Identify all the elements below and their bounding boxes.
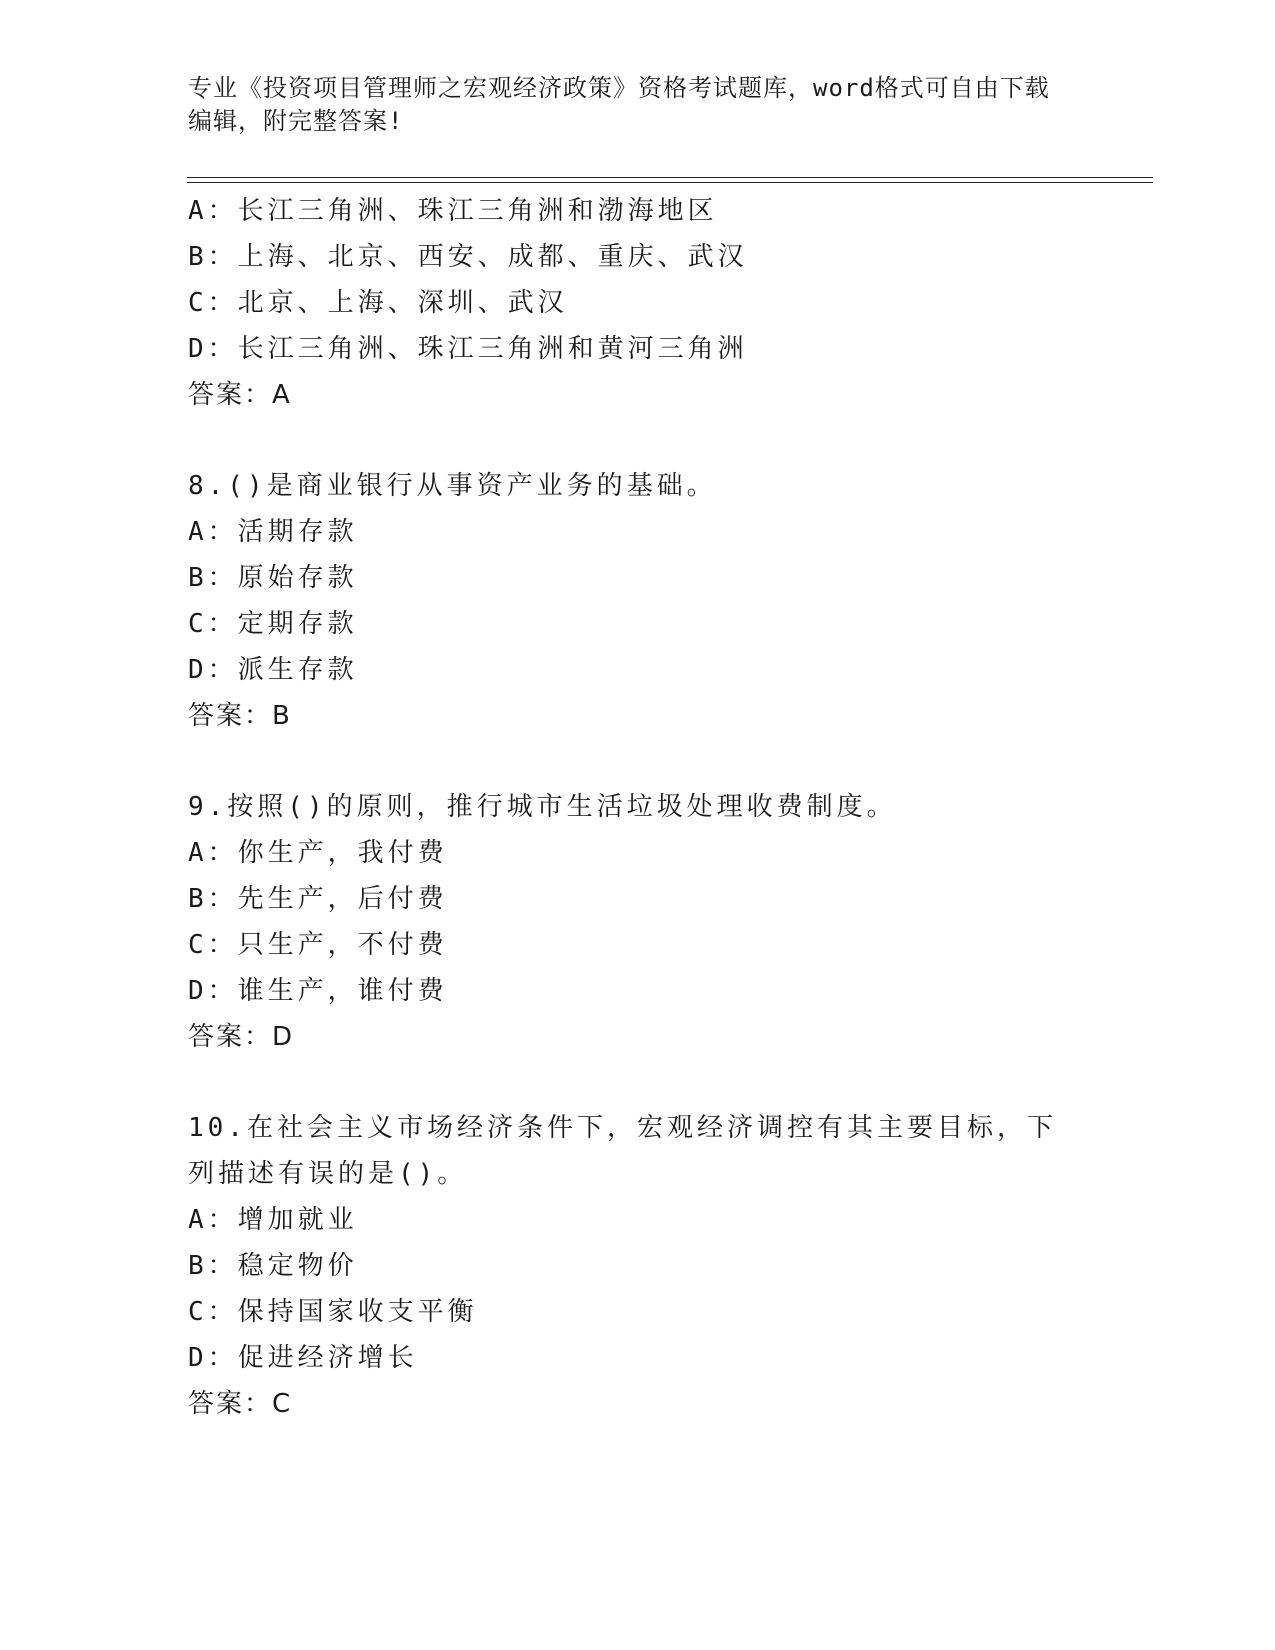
option-c: C：保持国家收支平衡 (188, 1297, 478, 1327)
option-d: D：谁生产，谁付费 (188, 976, 448, 1006)
option-a: A：增加就业 (188, 1205, 358, 1235)
option-d: D：促进经济增长 (188, 1343, 418, 1373)
option-b: B：稳定物价 (188, 1251, 358, 1281)
answer-line: 答案：D (188, 1022, 295, 1052)
option-a: A：你生产，我付费 (188, 838, 448, 868)
answer-line: 答案：A (188, 380, 292, 410)
question-10 (188, 1105, 1088, 1427)
question-text: 8.()是商业银行从事资产业务的基础。 (188, 471, 717, 501)
option-c: C：定期存款 (188, 609, 358, 639)
header-divider-top (187, 177, 1153, 178)
option-c: C：北京、上海、深圳、武汉 (188, 288, 568, 318)
option-b: B：上海、北京、西安、成都、重庆、武汉 (188, 242, 748, 272)
option-d: D：派生存款 (188, 655, 358, 685)
answer-line: 答案：C (188, 1389, 293, 1419)
question-text: 9.按照()的原则，推行城市生活垃圾处理收费制度。 (188, 792, 897, 822)
question-7 (188, 188, 1088, 418)
option-a: A：活期存款 (188, 517, 358, 547)
question-8 (188, 463, 1088, 739)
option-a: A：长江三角洲、珠江三角洲和渤海地区 (188, 196, 718, 226)
question-text: 10.在社会主义市场经济条件下，宏观经济调控有其主要目标，下列描述有误的是()。 (188, 1113, 1057, 1189)
option-b: B：原始存款 (188, 563, 358, 593)
question-list (188, 188, 1088, 1427)
header-divider-bottom (187, 182, 1153, 183)
answer-line: 答案：B (188, 701, 292, 731)
option-d: D：长江三角洲、珠江三角洲和黄河三角洲 (188, 334, 748, 364)
option-c: C：只生产，不付费 (188, 930, 448, 960)
question-9 (188, 784, 1088, 1060)
document-intro: 专业《投资项目管理师之宏观经济政策》资格考试题库，word格式可自由下载编辑，附完整答案! (188, 74, 1050, 135)
option-b: B：先生产，后付费 (188, 884, 448, 914)
